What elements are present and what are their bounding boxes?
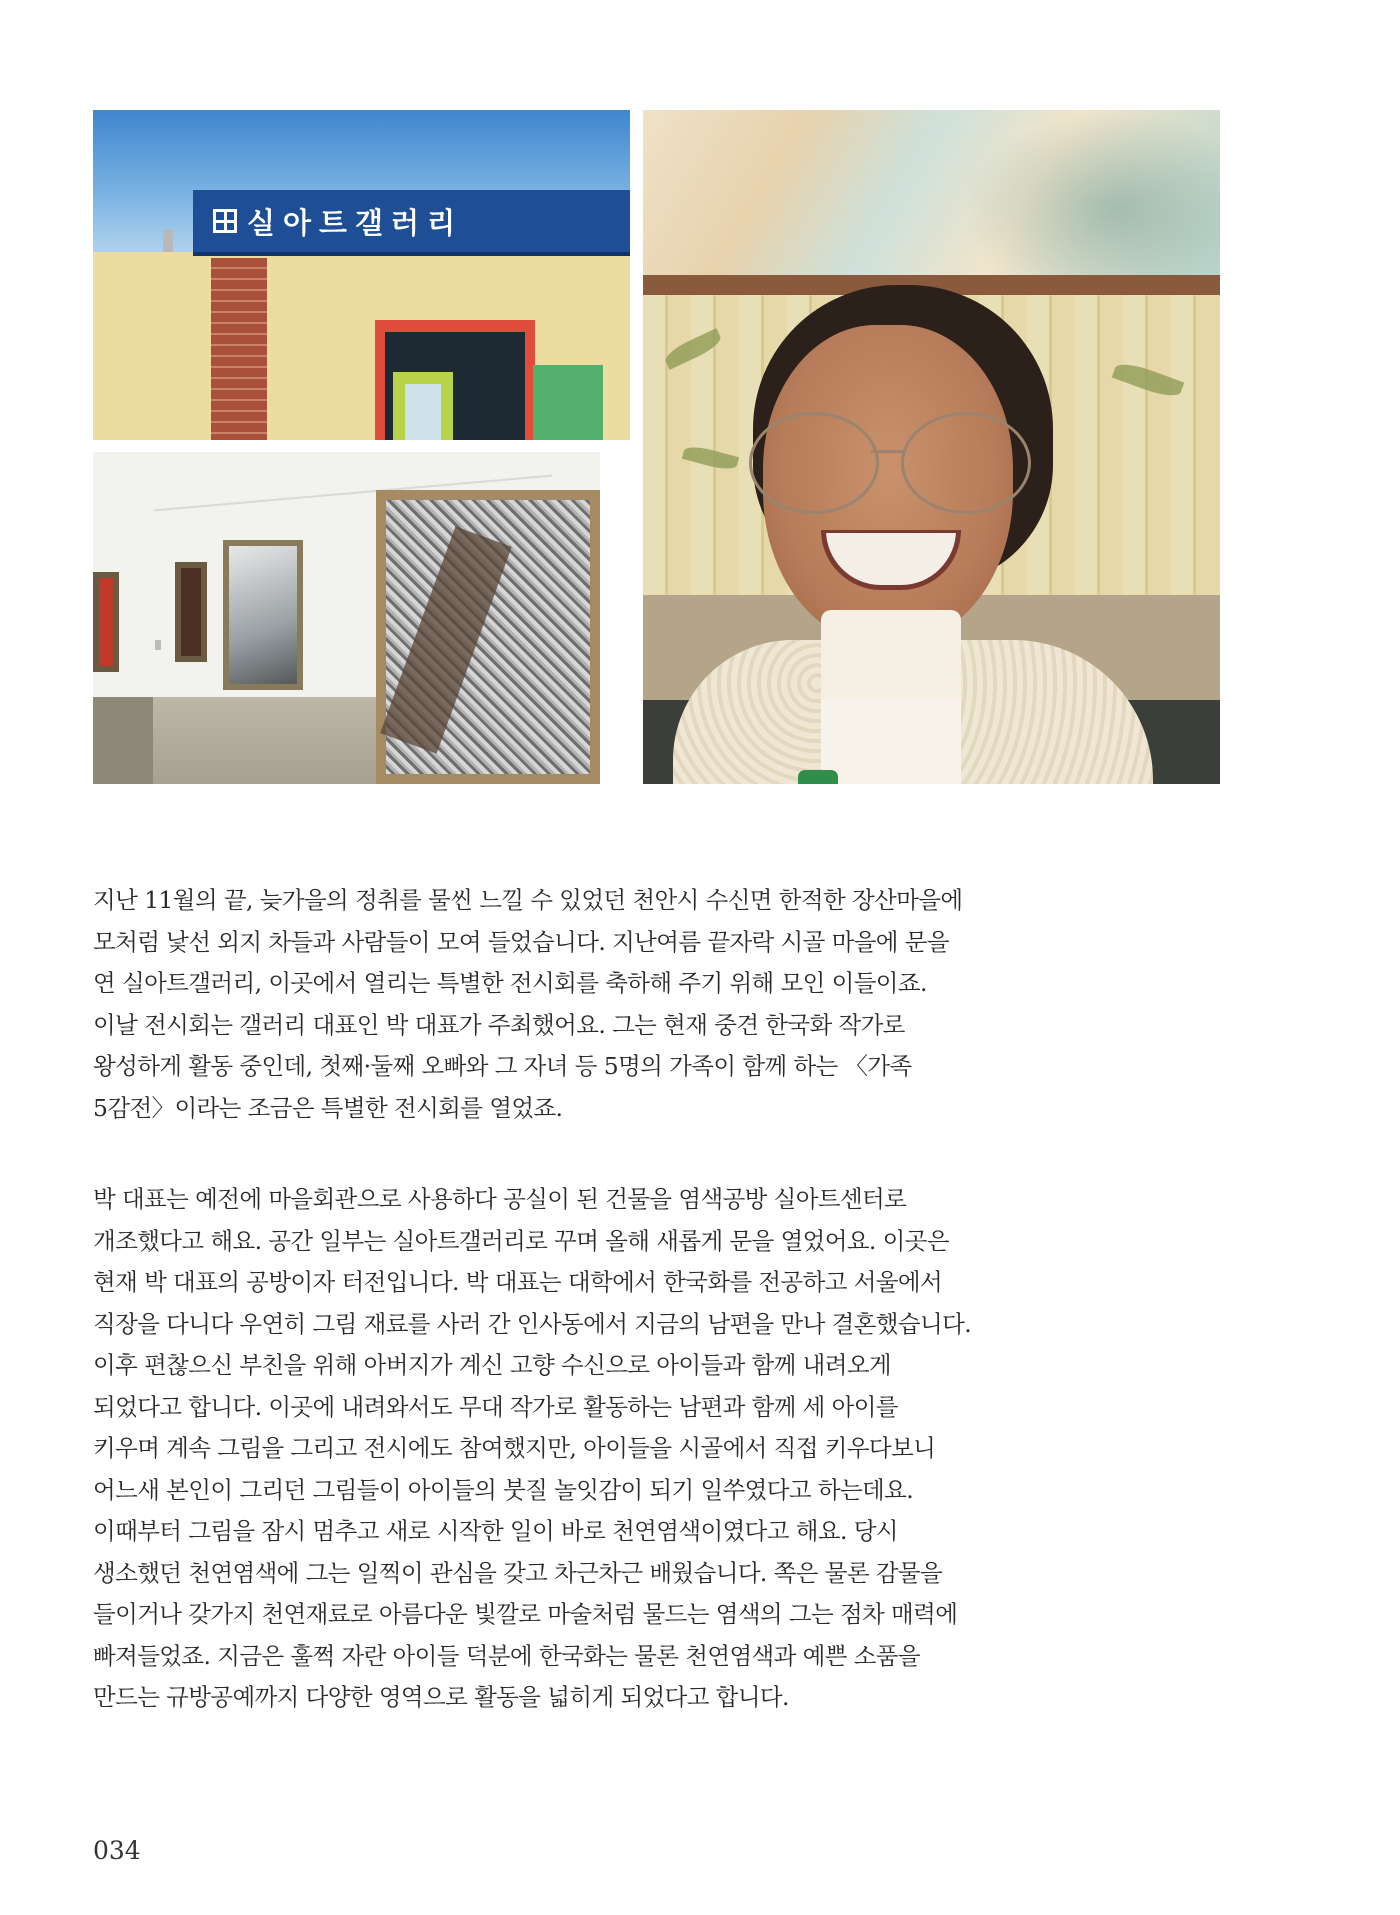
door-window	[405, 384, 441, 440]
text-line: 되었다고 합니다. 이곳에 내려와서도 무대 작가로 활동하는 남편과 함께 세 아이를	[93, 1392, 898, 1421]
paragraph-2	[93, 1179, 1103, 1719]
green-badge	[798, 770, 838, 784]
glasses-icon	[901, 412, 1031, 514]
mural-shade	[963, 110, 1220, 275]
gallery-signboard	[193, 190, 630, 252]
painting-red	[93, 572, 119, 672]
text-line: 왕성하게 활동 중인데, 첫째·둘째 오빠와 그 자녀 등 5명의 가족이 함께 하는 〈가족	[93, 1052, 912, 1080]
text-line: 지난 11월의 끝, 늦가을의 정취를 물씬 느낄 수 있었던 천안시 수신면 한적한 장산마을에	[93, 886, 963, 914]
text-line: 현재 박 대표의 공방이자 터전입니다. 박 대표는 대학에서 한국화를 전공하고 서울에서	[93, 1268, 943, 1296]
gallery-exterior-photo	[93, 110, 630, 440]
text-line: 직장을 다니다 우연히 그림 재료를 사러 간 인사동에서 지금의 남편을 만나 결혼했습니다.	[93, 1309, 972, 1338]
floor-shadow	[93, 697, 153, 784]
pine-trunk	[380, 526, 512, 753]
painting-pine-tree	[376, 490, 600, 784]
brick-pillar	[211, 258, 267, 440]
paragraph-1	[93, 880, 1103, 1129]
gallery-owner-portrait	[643, 110, 1220, 784]
wall-outlet	[155, 640, 161, 650]
page-number: 034	[93, 1836, 141, 1865]
glasses-icon	[749, 412, 879, 514]
neck	[821, 610, 961, 700]
text-line: 어느새 본인이 그리던 그림들이 아이들의 붓질 놀잇감이 되기 일쑤였다고 하는데요.	[93, 1475, 914, 1504]
text-line: 만드는 규방공예까지 다양한 영역으로 활동을 넓히게 되었다고 합니다.	[93, 1683, 789, 1711]
text-line: 키우며 계속 그림을 그리고 전시에도 참여했지만, 아이들을 시골에서 직접 키우다보니	[93, 1434, 936, 1462]
gallery-logo-icon	[213, 209, 237, 233]
gallery-sign-text: 실아트갤러리	[247, 205, 464, 240]
painting-snow-landscape	[223, 540, 303, 690]
text-line: 이후 편찮으신 부친을 위해 아버지가 계신 고향 수신으로 아이들과 함께 내려오게	[93, 1351, 892, 1379]
text-line: 들이거나 갖가지 천연재료로 아름다운 빛깔로 마술처럼 물드는 염색의 그는 점차 매력에	[93, 1600, 958, 1628]
text-line: 이날 전시회는 갤러리 대표인 박 대표가 주최했어요. 그는 현재 중견 한국화 작가로	[93, 1010, 905, 1039]
article-body	[93, 880, 1103, 1769]
text-line: 박 대표는 예전에 마을회관으로 사용하다 공실이 된 건물을 염색공방 실아트센터로	[93, 1185, 907, 1213]
green-railing	[533, 365, 603, 440]
text-line: 5감전〉이라는 조금은 특별한 전시회를 열었죠.	[93, 1093, 563, 1122]
text-line: 생소했던 천연염색에 그는 일찍이 관심을 갖고 차근차근 배웠습니다. 쪽은 물론 감물을	[93, 1558, 943, 1587]
text-line: 개조했다고 해요. 공간 일부는 실아트갤러리로 꾸며 올해 새롭게 문을 열었어요. 이곳은	[93, 1226, 949, 1255]
glasses-bridge	[871, 450, 903, 453]
text-line: 연 실아트갤러리, 이곳에서 열리는 특별한 전시회를 축하해 주기 위해 모인 이들이죠.	[93, 969, 927, 997]
painting-dark	[175, 562, 207, 662]
text-line: 빠져들었죠. 지금은 훌쩍 자란 아이들 덕분에 한국화는 물론 천연염색과 예쁜 소품을	[93, 1641, 921, 1670]
text-line: 이때부터 그림을 잠시 멈추고 새로 시작한 일이 바로 천연염색이였다고 해요. 당시	[93, 1517, 898, 1545]
text-line: 모처럼 낯선 외지 차들과 사람들이 모여 들었습니다. 지난여름 끝자락 시골 마을에 문을	[93, 927, 949, 956]
exhibition-room-photo	[93, 452, 600, 784]
